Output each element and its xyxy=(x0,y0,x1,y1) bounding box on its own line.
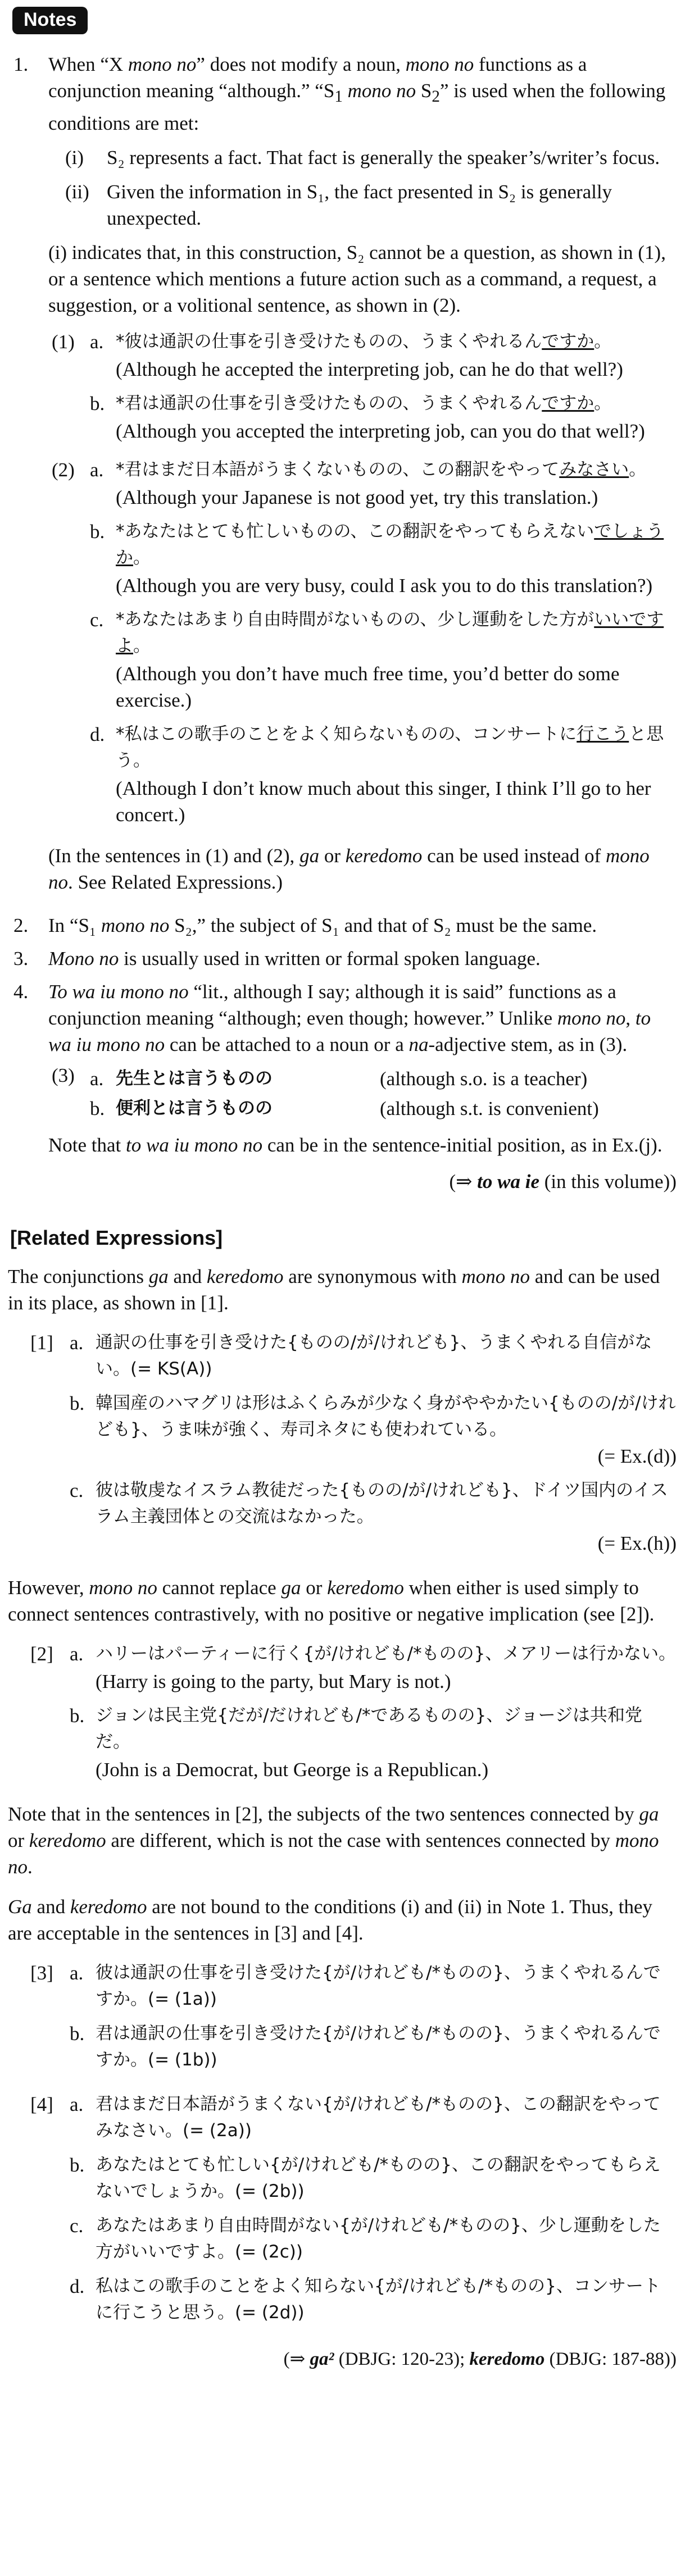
text: *あなたはあまり自由時間がないものの、少し運動をした方が xyxy=(116,609,594,630)
term: na xyxy=(408,1034,429,1055)
example-list xyxy=(70,1330,677,1564)
term: to wa iu mono no xyxy=(48,1007,651,1055)
text: However, xyxy=(8,1577,89,1599)
example-content xyxy=(96,1641,677,1695)
explanation-paragraph: (i) indicates that, in this construction, S₂ cannot be a question, as shown in (1), or a sentence which mentions a future action such as a command, a request, a suggestion, or a volitional sentence, as shown in (2). xyxy=(48,242,666,316)
source-reference: (= Ex.(d)) xyxy=(597,1445,677,1467)
example-content xyxy=(116,329,677,383)
example-letter: c. xyxy=(90,609,104,631)
text: or xyxy=(301,1577,328,1599)
example-letter: a. xyxy=(70,1643,84,1665)
example-3b xyxy=(90,1095,677,1122)
text: ” is used when the following conditions are met: xyxy=(48,80,666,134)
japanese-sentence: 通訳の仕事を引き受けた{ものの/が/けれども}、うまくやれる自信がない。(= KS(A)) xyxy=(96,1332,652,1379)
term: Ga xyxy=(8,1896,32,1918)
example-2b xyxy=(90,518,677,599)
condition-number: (ii) xyxy=(65,181,89,203)
term: mono no xyxy=(342,80,416,102)
example-group-1 xyxy=(52,329,677,452)
text: functions as a conjunction meaning “although.” “S xyxy=(48,53,587,102)
related-paragraph-2 xyxy=(8,1574,677,1627)
example-letter: b. xyxy=(90,521,105,543)
example-number: [1] xyxy=(30,1332,53,1354)
example-letter: a. xyxy=(70,1962,84,1984)
japanese-sentence: 私はこの歌手のことをよく知らない{が/けれども/*ものの}、コンサートに行こうと思う。(= (2d)) xyxy=(96,2276,661,2323)
text: 。 xyxy=(133,548,151,568)
text: 。 xyxy=(594,331,612,352)
example-list xyxy=(70,1641,677,1791)
note-4-after xyxy=(48,1132,677,1158)
note-number: 3. xyxy=(13,948,29,970)
final-cross-reference xyxy=(8,2346,677,2373)
text: (in this volume)) xyxy=(539,1171,677,1193)
note-4 xyxy=(8,978,677,1195)
note-number: 1. xyxy=(13,53,29,75)
text: S xyxy=(416,80,432,102)
text: (DBJG: 120-23); xyxy=(334,2349,470,2369)
note-3 xyxy=(8,945,677,972)
example-content xyxy=(116,390,677,444)
japanese-sentence: 君はまだ日本語がうまくない{が/けれども/*ものの}、この翻訳をやってみなさい。(= (2a)) xyxy=(96,2094,661,2141)
term: To wa iu mono no xyxy=(48,981,189,1003)
text: *彼は通訳の仕事を引き受けたものの、うまくやれるん xyxy=(116,331,542,352)
text: In “S₁ xyxy=(48,914,101,936)
example-number: (3) xyxy=(52,1064,75,1086)
term: mono no xyxy=(48,845,650,893)
text: can be in the sentence-initial position, as in Ex.(j). xyxy=(262,1134,662,1156)
example-r4d xyxy=(70,2273,677,2326)
note-number: 4. xyxy=(13,981,29,1003)
text: are not bound to the conditions (i) and (ii) in Note 1. Thus, they are acceptable in the sentences in [3] and [4]. xyxy=(8,1896,653,1944)
term: mono no xyxy=(557,1007,626,1029)
example-letter: a. xyxy=(70,2093,84,2115)
japanese-sentence: 彼は通訳の仕事を引き受けた{が/けれども/*ものの}、うまくやれるんですか。(= (1a)) xyxy=(96,1963,661,2009)
example-letter: b. xyxy=(70,2023,85,2045)
text: と思う。 xyxy=(116,724,664,771)
reference-term: to wa ie xyxy=(477,1171,539,1193)
example-content xyxy=(116,721,677,828)
related-paragraph-4 xyxy=(8,1894,677,1946)
example-r4b xyxy=(70,2152,677,2205)
example-2d xyxy=(90,721,677,828)
translation: (although s.o. is a teacher) xyxy=(380,1068,588,1090)
text: are different, which is not the case with sentences connected by xyxy=(106,1829,615,1851)
term: ga xyxy=(299,845,320,867)
text: and xyxy=(31,1896,70,1918)
japanese-sentence xyxy=(116,518,677,571)
text: When “X xyxy=(48,53,128,75)
japanese-sentence: あなたはあまり自由時間がない{が/けれども/*ものの}、少し運動をした方がいいですよ。(= (2c)) xyxy=(96,2215,661,2262)
translation: (Harry is going to the party, but Mary is not.) xyxy=(96,1671,451,1692)
example-number: (1) xyxy=(52,331,75,353)
text: (In the sentences in (1) and (2), xyxy=(48,845,300,867)
note-1 xyxy=(8,51,677,905)
example-letter: d. xyxy=(70,2275,85,2297)
term: ga xyxy=(148,1266,169,1287)
example-content xyxy=(116,518,677,599)
condition-text: Given the information in S₁, the fact presented in S₂ is generally unexpected. xyxy=(107,181,612,229)
note-body xyxy=(48,978,677,1195)
text: and can be used in its place, as shown in [1]. xyxy=(8,1266,660,1314)
text: cannot replace xyxy=(157,1577,282,1599)
related-paragraph-1 xyxy=(8,1263,677,1316)
japanese-sentence: 君は通訳の仕事を引き受けた{が/けれども/*ものの}、うまくやれるんですか。(= (1b)) xyxy=(96,2023,661,2070)
example-letter: a. xyxy=(90,331,104,353)
japanese-phrase: 便利とは言うものの xyxy=(116,1098,273,1118)
example-letter: a. xyxy=(70,1332,84,1354)
translation: (Although you are very busy, could I ask you to do this translation?) xyxy=(116,575,653,597)
japanese-sentence xyxy=(116,457,677,483)
term: mono no xyxy=(101,914,170,936)
underlined-text: 行こう xyxy=(576,724,629,744)
translation: (John is a Democrat, but George is a Republican.) xyxy=(96,1759,489,1781)
japanese-sentence xyxy=(116,390,677,417)
term: mono no xyxy=(89,1577,157,1599)
related-example-1 xyxy=(30,1330,677,1564)
condition-number: (i) xyxy=(65,147,84,169)
note-body xyxy=(48,51,677,905)
cross-reference xyxy=(48,1168,677,1195)
underlined-text: でしょうか xyxy=(116,521,664,568)
text: Note that in the sentences in [2], the subjects of the two sentences connected by xyxy=(8,1803,639,1825)
example-number: [2] xyxy=(30,1643,53,1665)
japanese-sentence: ハリーはパーティーに行く{が/けれども/*ものの}、メアリーは行かない。 xyxy=(96,1644,677,1664)
text: is usually used in written or formal spoken language. xyxy=(119,948,541,970)
example-letter: c. xyxy=(70,2215,84,2237)
note-2 xyxy=(8,912,677,939)
example-list xyxy=(70,2091,677,2334)
text: (DBJG: 187-88)) xyxy=(544,2349,677,2369)
japanese-sentence: あなたはとても忙しい{が/けれども/*ものの}、この翻訳をやってもらえないでしょうか。(= (2b)) xyxy=(96,2155,661,2201)
text: *君はまだ日本語がうまくないものの、この翻訳をやって xyxy=(116,459,560,480)
reference-term: keredomo xyxy=(469,2349,545,2369)
example-r2b xyxy=(70,1703,677,1783)
term: mono no xyxy=(461,1266,530,1287)
text: can be attached to a noun or a xyxy=(165,1034,409,1055)
term: mono no xyxy=(405,53,474,75)
term: to wa iu mono no xyxy=(126,1134,263,1156)
term: mono no xyxy=(8,1829,659,1878)
subscript: 2 xyxy=(432,88,440,106)
text: “lit., although I say; although it is said” functions as a conjunction meaning “although; even though; however.” Unlike xyxy=(48,981,616,1029)
example-r4c xyxy=(70,2213,677,2265)
related-example-2 xyxy=(30,1641,677,1791)
translation: (Although you don’t have much free time, you’d better do some exercise.) xyxy=(116,663,620,711)
translation: (Although you accepted the interpreting job, can you do that well?) xyxy=(116,420,645,442)
text: can be used instead of xyxy=(422,845,606,867)
text: (⇒ xyxy=(449,1171,478,1193)
example-list xyxy=(90,1062,677,1125)
example-r1a xyxy=(70,1330,677,1382)
note-number: 2. xyxy=(13,914,29,936)
japanese-sentence: ジョンは民主党{だが/だけれども/*であるものの}、ジョージは共和党だ。 xyxy=(96,1705,642,1752)
term: mono no xyxy=(128,53,197,75)
example-content xyxy=(96,1703,677,1783)
notes-label: Notes xyxy=(12,7,88,34)
note-body xyxy=(48,912,677,939)
japanese-sentence xyxy=(116,329,677,355)
example-letter: b. xyxy=(90,1098,105,1119)
source-reference: (= Ex.(h)) xyxy=(597,1532,677,1554)
example-list xyxy=(90,457,677,836)
text: ” does not modify a noun, xyxy=(196,53,406,75)
term: ga xyxy=(281,1577,301,1599)
example-content xyxy=(96,1390,677,1469)
reference-term: ga² xyxy=(310,2349,334,2369)
text: *私はこの歌手のことをよく知らないものの、コンサートに xyxy=(116,724,577,744)
japanese-sentence: 彼は敬虔なイスラム教徒だった{ものの/が/けれども}、ドイツ国内のイスラム主義団体との交流はなかった。 xyxy=(96,1480,668,1527)
note-body xyxy=(48,945,677,972)
text: The conjunctions xyxy=(8,1266,149,1287)
text: 。 xyxy=(629,459,647,480)
example-group-2 xyxy=(52,457,677,836)
example-r3a xyxy=(70,1960,677,2013)
example-letter: a. xyxy=(90,1068,104,1090)
text: *あなたはとても忙しいものの、この翻訳をやってもらえない xyxy=(116,521,594,541)
translation: (Although he accepted the interpreting job, can he do that well?) xyxy=(116,358,623,380)
example-list xyxy=(90,329,677,452)
example-r1b xyxy=(70,1390,677,1469)
text: , xyxy=(625,1007,635,1029)
term: keredomo xyxy=(70,1896,147,1918)
text: -adjective stem, as in (3). xyxy=(428,1034,628,1055)
text: 。 xyxy=(133,636,151,656)
example-letter: b. xyxy=(70,1392,85,1414)
text: (⇒ xyxy=(283,2349,310,2369)
example-letter: b. xyxy=(70,1705,85,1727)
term: Mono no xyxy=(48,948,119,970)
related-example-4 xyxy=(30,2091,677,2334)
text: 。 xyxy=(594,393,612,413)
term: keredomo xyxy=(206,1266,284,1287)
translation: (Although your Japanese is not good yet, try this translation.) xyxy=(116,486,598,508)
translation: (although s.t. is convenient) xyxy=(380,1098,599,1119)
text: when either is used simply to connect sentences contrastively, with no positive or negative implication (see [2]). xyxy=(8,1577,655,1625)
example-1b xyxy=(90,390,677,444)
term: keredomo xyxy=(327,1577,404,1599)
example-content xyxy=(96,1477,677,1556)
condition-ii xyxy=(65,179,677,231)
example-2c xyxy=(90,607,677,713)
japanese-phrase: 先生とは言うものの xyxy=(116,1068,273,1089)
note-1-lead xyxy=(48,51,677,136)
example-letter: d. xyxy=(90,723,105,745)
example-r4a xyxy=(70,2091,677,2144)
underlined-text: ですか xyxy=(542,393,594,413)
example-3a xyxy=(90,1066,677,1092)
example-2a xyxy=(90,457,677,511)
example-letter: b. xyxy=(70,2154,85,2176)
text: are synonymous with xyxy=(283,1266,462,1287)
example-number: [3] xyxy=(30,1962,53,1984)
example-number: (2) xyxy=(52,459,75,481)
underlined-text: ですか xyxy=(542,331,594,352)
translation: (Although I don’t know much about this singer, I think I’ll go to her concert.) xyxy=(116,777,651,826)
condition-i xyxy=(65,144,677,171)
example-letter: a. xyxy=(90,459,104,481)
note-1-closing xyxy=(48,843,677,895)
related-expressions-heading: [Related Expressions] xyxy=(10,1226,223,1249)
example-r1c xyxy=(70,1477,677,1556)
text: . xyxy=(28,1856,33,1878)
text: or xyxy=(319,845,346,867)
text: and xyxy=(168,1266,207,1287)
note-4-text xyxy=(48,978,677,1058)
japanese-sentence xyxy=(116,721,677,774)
example-r2a xyxy=(70,1641,677,1695)
condition-text: S₂ represents a fact. That fact is generally the speaker’s/writer’s focus. xyxy=(107,147,660,169)
example-r3b xyxy=(70,2020,677,2073)
example-1a xyxy=(90,329,677,383)
example-number: [4] xyxy=(30,2093,53,2115)
term: keredomo xyxy=(29,1829,106,1851)
related-example-3 xyxy=(30,1960,677,2081)
example-list xyxy=(70,1960,677,2081)
text: *君は通訳の仕事を引き受けたものの、うまくやれるん xyxy=(116,393,542,413)
example-letter: c. xyxy=(70,1480,84,1501)
example-letter: b. xyxy=(90,393,105,415)
underlined-text: いいですよ xyxy=(116,609,664,656)
japanese-sentence xyxy=(116,607,677,659)
subscript: 1 xyxy=(334,88,343,106)
text: . See Related Expressions.) xyxy=(68,871,283,893)
japanese-sentence: 韓国産のハマグリは形はふくらみが少なく身がややかたい{ものの/が/けれども}、うま味が強く、寿司ネタにも使われている。 xyxy=(96,1393,676,1440)
term: keredomo xyxy=(345,845,423,867)
term: ga xyxy=(639,1803,659,1825)
text: S₂,” the subject of S₁ and that of S₂ must be the same. xyxy=(169,914,597,936)
text: Note that xyxy=(48,1134,126,1156)
example-group-3 xyxy=(52,1062,677,1125)
example-content xyxy=(116,607,677,713)
related-paragraph-3 xyxy=(8,1801,677,1880)
text: or xyxy=(8,1829,29,1851)
underlined-text: みなさい xyxy=(559,459,629,480)
example-content xyxy=(116,457,677,511)
